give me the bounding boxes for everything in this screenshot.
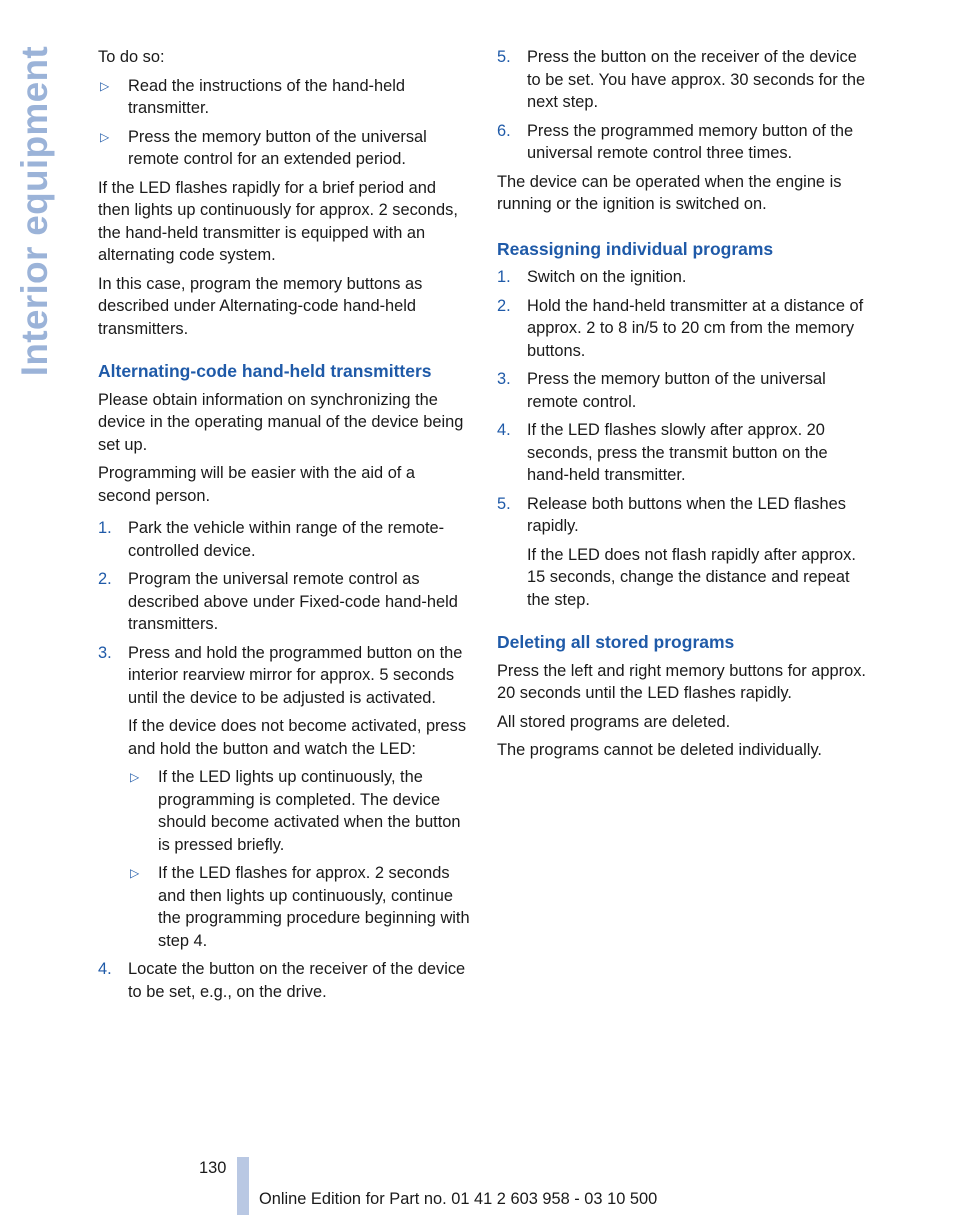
paragraph: Programming will be easier with the aid of a second person.	[98, 464, 416, 505]
step-number: 4.	[497, 421, 511, 439]
paragraph: If the LED flashes rapidly for a brief period and then lights up continuously for approx. 2 seconds, the hand-held transmitter is equipped with an alternating code system.	[98, 178, 458, 264]
step-text: Hold the hand-held transmitter at a distance of approx. 2 to 8 in/5 to 20 cm from the memory buttons.	[527, 296, 864, 360]
list-item: ▷ If the LED lights up continuously, the programming is completed. The device should become activated when the button is pressed briefly.	[128, 766, 470, 856]
section-side-title	[12, 46, 58, 396]
left-column	[98, 46, 470, 1009]
step-number: 3.	[497, 370, 511, 388]
list-item	[98, 642, 470, 953]
paragraph: Please obtain information on synchronizing the device in the operating manual of the device being set up.	[98, 390, 464, 454]
step-number: 2.	[497, 296, 511, 315]
step-text: Program the universal remote control as described above under Fixed-code hand-held transmitters.	[128, 570, 458, 633]
list-item	[497, 419, 869, 487]
right-column	[497, 46, 869, 768]
numbered-list	[98, 517, 470, 1003]
list-item	[497, 368, 869, 413]
step-text: If the LED flashes slowly after approx. 20 seconds, press the transmit button on the hand-held transmitter.	[527, 421, 828, 484]
step-number: 2.	[98, 570, 112, 588]
footer-accent-bar	[237, 1157, 249, 1215]
step-number: 1.	[98, 519, 112, 537]
bullet-list	[98, 75, 470, 171]
step-number: 5.	[497, 48, 511, 66]
list-item	[497, 120, 869, 165]
list-item	[497, 295, 869, 363]
list-item	[98, 568, 470, 636]
numbered-list	[497, 46, 869, 165]
step-number: 1.	[497, 268, 511, 286]
step-note: If the device does not become activated, press and hold the button and watch the LED:	[128, 717, 467, 758]
paragraph: Press the left and right memory buttons for approx. 20 seconds until the LED flashes rapidly.	[497, 661, 866, 702]
step-text: Press and hold the programmed button on the interior rearview mirror for approx. 5 seconds until the device to be adjusted is activated.	[128, 643, 463, 707]
section-title-text: Interior equipment	[13, 46, 55, 377]
step-text: Switch on the ignition.	[527, 268, 687, 286]
section-heading: Alternating-code hand-held transmitters	[98, 361, 432, 381]
step-text: Locate the button on the receiver of the device to be set, e.g., on the drive.	[128, 960, 466, 1001]
step-number: 4.	[98, 960, 112, 978]
intro-text: To do so:	[98, 48, 165, 66]
list-item: ▷ If the LED flashes for approx. 2 seconds and then lights up continuously, continue the programming procedure beginning with step 4.	[128, 862, 470, 952]
list-item	[98, 958, 470, 1003]
step-number: 3.	[98, 643, 112, 662]
step-text: Press the programmed memory button of the universal remote control three times.	[527, 121, 854, 162]
paragraph: In this case, program the memory buttons as described under Alternating-code hand-held transmitters.	[98, 274, 423, 338]
list-item	[497, 46, 869, 114]
list-item	[497, 266, 869, 289]
section-heading: Reassigning individual programs	[497, 238, 774, 259]
list-item: ▷ Press the memory button of the universal remote control for an extended period.	[98, 126, 470, 171]
paragraph: All stored programs are deleted.	[497, 712, 731, 731]
paragraph: The device can be operated when the engine is running or the ignition is switched on.	[497, 172, 842, 213]
step-text: Press the button on the receiver of the device to be set. You have approx. 30 seconds for the next step.	[527, 48, 866, 111]
edition-footer: Online Edition for Part no. 01 41 2 603 958 - 03 10 500	[259, 1190, 658, 1208]
list-item: ▷ Read the instructions of the hand-held transmitter.	[98, 75, 470, 120]
paragraph: The programs cannot be deleted individually.	[497, 741, 822, 759]
step-number: 6.	[497, 121, 511, 140]
step-text: Release both buttons when the LED flashes rapidly.	[527, 494, 846, 535]
step-number: 5.	[497, 494, 511, 513]
nested-bullet-list	[128, 766, 470, 952]
numbered-list	[497, 266, 869, 611]
list-item	[98, 517, 470, 562]
step-text: Press the memory button of the universal remote control.	[527, 370, 826, 411]
section-heading: Deleting all stored programs	[497, 632, 735, 652]
step-note: If the LED does not flash rapidly after approx. 15 seconds, change the distance and repeat the step.	[527, 545, 856, 609]
page-number: 130	[199, 1159, 227, 1177]
step-text: Park the vehicle within range of the remote-controlled device.	[128, 519, 445, 560]
list-item	[497, 493, 869, 612]
